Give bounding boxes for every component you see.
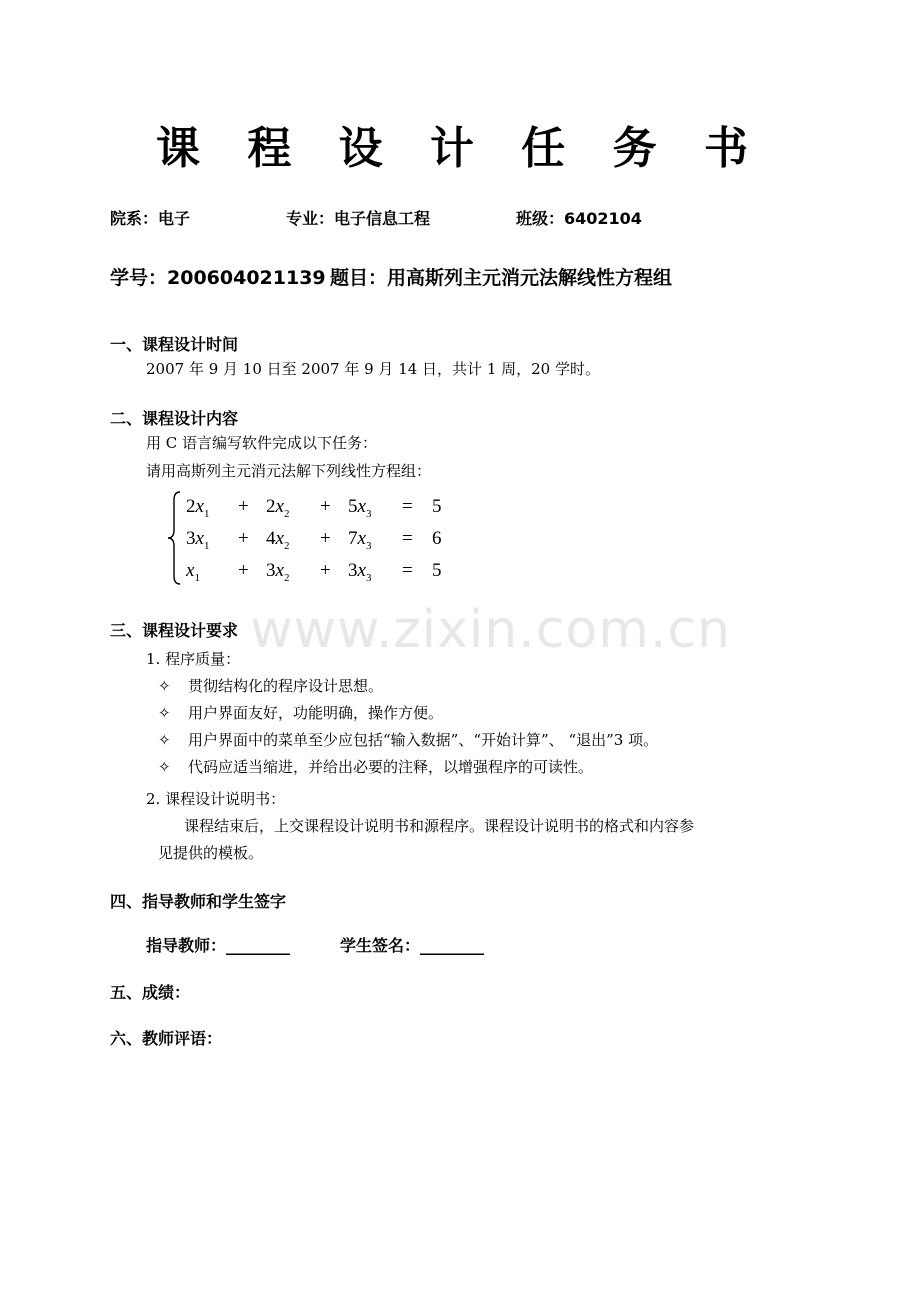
requirement-2-para-line-1: 课程结束后，上交课程设计说明书和源程序。课程设计说明书的格式和内容参 bbox=[184, 817, 695, 835]
bullet-text: 代码应适当缩进，并给出必要的注释，以增强程序的可读性。 bbox=[188, 758, 594, 776]
equation-rhs: 6 bbox=[432, 528, 442, 549]
left-brace bbox=[168, 492, 180, 584]
equation-operator: + bbox=[320, 496, 331, 517]
equation-operator: + bbox=[320, 528, 331, 549]
section-4-heading: 四、指导教师和学生签字 bbox=[110, 892, 287, 911]
watermark: www.zixin.com.cn bbox=[250, 600, 731, 660]
major-label: 专业：电子信息工程 bbox=[286, 209, 431, 228]
bullet-item bbox=[158, 729, 658, 750]
equation-term: $7x_3$ bbox=[348, 528, 372, 552]
equation-system bbox=[166, 490, 456, 586]
section-1-heading: 一、课程设计时间 bbox=[110, 335, 239, 354]
equation-term: $x_1$ bbox=[186, 560, 200, 584]
equation-term: $3x_2$ bbox=[266, 560, 290, 584]
section-2-heading: 二、课程设计内容 bbox=[110, 409, 239, 428]
bullet-text: 贯彻结构化的程序设计思想。 bbox=[188, 677, 384, 695]
equation-operator: + bbox=[320, 560, 331, 581]
requirement-2-para-line-2: 见提供的模板。 bbox=[158, 844, 264, 862]
bullet-item bbox=[158, 756, 593, 777]
class-label: 班级：6402104 bbox=[516, 209, 642, 228]
bullet-item bbox=[158, 702, 443, 723]
sparkle-bullet-icon: ✧ bbox=[158, 677, 171, 695]
section-2-line-1: 用 C 语言编写软件完成以下任务： bbox=[146, 434, 378, 452]
page-title: 课 程 设 计 任 务 书 bbox=[156, 123, 764, 174]
teacher-signature-field: 指导教师：________ bbox=[146, 936, 291, 955]
equation-term: $3x_3$ bbox=[348, 560, 372, 584]
equation-equals: = bbox=[402, 496, 413, 517]
equation-operator: + bbox=[238, 496, 249, 517]
requirement-2-title: 2. 课程设计说明书： bbox=[146, 790, 286, 808]
equation-rhs: 5 bbox=[432, 496, 442, 517]
section-6-heading: 六、教师评语： bbox=[110, 1029, 223, 1048]
requirement-1-title: 1. 程序质量： bbox=[146, 650, 241, 668]
equation-term: $5x_3$ bbox=[348, 496, 372, 520]
section-1-text: 2007 年 9 月 10 日至 2007 年 9 月 14 日，共计 1 周，20 学时。 bbox=[146, 360, 600, 378]
equation-operator: + bbox=[238, 560, 249, 581]
section-2-line-2: 请用高斯列主元消元法解下列线性方程组： bbox=[146, 462, 432, 480]
equation-term: $2x_1$ bbox=[186, 496, 210, 520]
equation-term: $4x_2$ bbox=[266, 528, 290, 552]
section-5-heading: 五、成绩： bbox=[110, 983, 191, 1002]
student-id-label: 学号：200604021139 bbox=[110, 267, 326, 289]
equation-equals: = bbox=[402, 528, 413, 549]
equation-equals: = bbox=[402, 560, 413, 581]
section-3-heading: 三、课程设计要求 bbox=[110, 621, 239, 640]
sparkle-bullet-icon: ✧ bbox=[158, 758, 171, 776]
topic-label: 题目：用高斯列主元消元法解线性方程组 bbox=[330, 267, 673, 289]
bullet-item bbox=[158, 675, 383, 696]
student-signature-field: 学生签名：________ bbox=[340, 936, 485, 955]
department-label: 院系：电子 bbox=[110, 209, 191, 228]
equation-term: $2x_2$ bbox=[266, 496, 290, 520]
equation-svg bbox=[166, 490, 456, 586]
equation-rhs: 5 bbox=[432, 560, 442, 581]
bullet-text: 用户界面友好，功能明确，操作方便。 bbox=[188, 704, 444, 722]
equation-term: $3x_1$ bbox=[186, 528, 210, 552]
bullet-text: 用户界面中的菜单至少应包括“输入数据”、“开始计算”、 “退出”3 项。 bbox=[188, 731, 659, 749]
sparkle-bullet-icon: ✧ bbox=[158, 704, 171, 722]
sparkle-bullet-icon: ✧ bbox=[158, 731, 171, 749]
equation-operator: + bbox=[238, 528, 249, 549]
